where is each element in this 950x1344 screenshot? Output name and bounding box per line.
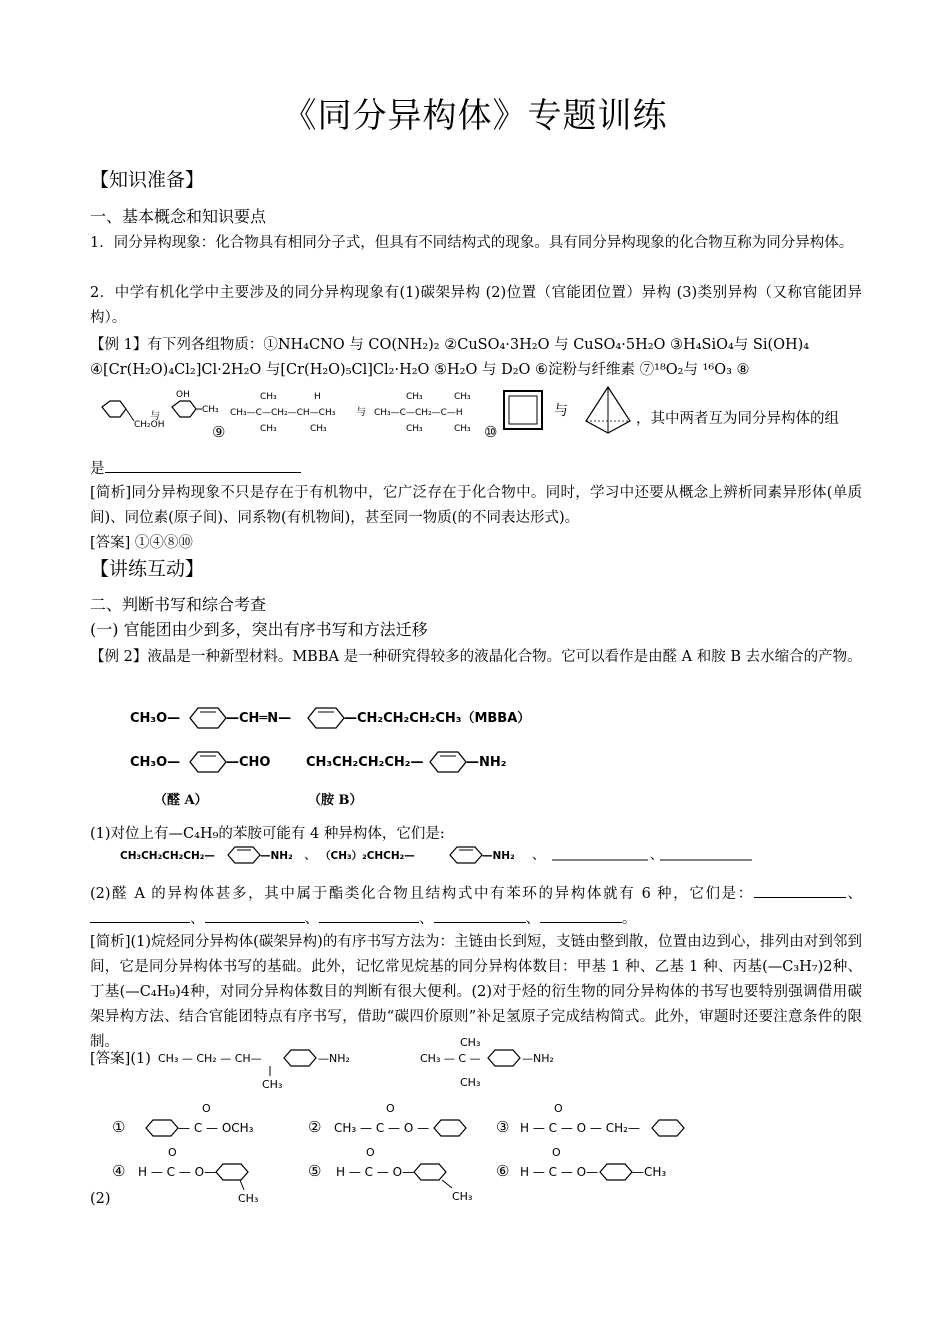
svg-text:H: H [314, 392, 321, 402]
section-heading-knowledge: 【知识准备】 [90, 169, 205, 191]
svg-text:OH: OH [176, 390, 190, 400]
paragraph-definition: 1．同分异构现象：化合物具有相同分子式，但具有不同结构式的现象。具有同分异构现象的化合物互称为同分异构体。 [90, 235, 854, 251]
svg-text:CH₃: CH₃ [238, 1192, 259, 1205]
circled-10: ⑩ [484, 423, 498, 441]
example1-answer-line [90, 457, 301, 478]
svg-text:— C — OCH₃: — C — OCH₃ [178, 1121, 254, 1135]
svg-text:CH₃: CH₃ [452, 1190, 473, 1203]
svg-text:CH₃O—: CH₃O— [130, 755, 181, 770]
svg-text:H — C — O — CH₂—: H — C — O — CH₂— [520, 1121, 640, 1135]
isobutyl-aniline-right: —NH₂ [482, 850, 515, 862]
subheading-judgement: 二、判断书写和综合考查 [90, 595, 267, 614]
analysis-2: [简析](1)烷烃同分异构体(碳架异构)的有序书写方法为：主链由长到短，支链由整到散，位置由边到心，排列由对到邻到间，它是同分异构体书写的基础。此外，记忆常见烷基的同分异构体数目：甲基 1 种、乙基 1 种、丙基(—C₃H₇)2种、丁基(—C₄H₉)4种，对同分异构体数目的判断有很大便利。(2)对于烃的衍生物的同分异构体的书写也要特别强调借用碳架异构方法、结合官能团特点有序书写，借助“碳四价原则”补足氢原子完成结构简式。此外，审题时还要注意条件的限制。 [90, 934, 862, 1050]
question1-structures [120, 842, 760, 868]
ester-6 [496, 1146, 666, 1180]
svg-text:③: ③ [496, 1118, 510, 1136]
ester-1 [112, 1102, 254, 1136]
svg-text:CH₃ — C —: CH₃ — C — [420, 1052, 481, 1065]
svg-text:CH₃: CH₃ [454, 424, 471, 434]
svg-text:—CH₂CH₂CH₂CH₃（MBBA）: —CH₂CH₂CH₂CH₃（MBBA） [344, 711, 531, 726]
page-title: 《同分异构体》专题训练 [282, 96, 668, 136]
answer-2-part2: (2) [90, 1191, 111, 1207]
svg-text:CH₃: CH₃ [310, 424, 327, 434]
answer1-structures [158, 1036, 558, 1094]
subheading-basic-concepts: 一、基本概念和知识要点 [90, 207, 267, 226]
svg-text:H — C — O—: H — C — O— [520, 1165, 599, 1179]
svg-text:CH₃ — C — O —: CH₃ — C — O — [334, 1121, 430, 1135]
alkane-structure-1 [230, 392, 336, 434]
ester-3 [496, 1102, 684, 1136]
example1-tail: ，其中两者互为同分异构体的组 [636, 411, 839, 427]
label-amine-b: （胺 B） [308, 793, 363, 808]
isobutyl-aniline-left: （CH₃）₂CHCH₂— [320, 850, 415, 862]
svg-text:—NH₂: —NH₂ [522, 1052, 554, 1065]
svg-text:CH₃: CH₃ [460, 1076, 481, 1089]
separator-1: 、 [304, 848, 318, 863]
yu-label: 与 [150, 411, 160, 422]
circled-9: ⑨ [212, 423, 226, 441]
amine-b-structure [306, 752, 506, 772]
separator-2: 、 [532, 848, 546, 863]
ester-5 [308, 1146, 472, 1203]
svg-text:CH₃O—: CH₃O— [130, 711, 181, 726]
svg-text:O: O [554, 1102, 563, 1115]
ester-isomers [112, 1096, 712, 1206]
svg-text:—NH₂: —NH₂ [466, 755, 507, 770]
svg-text:O: O [552, 1146, 561, 1159]
square-structure [504, 391, 542, 429]
svg-text:CH₃CH₂CH₂CH₂—: CH₃CH₂CH₂CH₂— [306, 755, 424, 770]
butyl-aniline-left: CH₃CH₂CH₂CH₂— [120, 850, 215, 862]
svg-text:CH₃ — CH₂ — CH—: CH₃ — CH₂ — CH— [158, 1052, 262, 1065]
svg-text:H — C — O—: H — C — O— [138, 1165, 217, 1179]
ester-4 [112, 1146, 258, 1205]
answer-1: [答案] ①④⑧⑩ [90, 535, 193, 551]
sec-butyl-aniline [158, 1050, 350, 1091]
question-1: (1)对位上有—C₄H₉的苯胺可能有 4 种异构体，它们是: [90, 826, 445, 842]
svg-text:O: O [386, 1102, 395, 1115]
butyl-aniline-right: —NH₂ [260, 850, 293, 862]
svg-text:—NH₂: —NH₂ [318, 1052, 350, 1065]
example1-line2: ④[Cr(H₂O)₄Cl₂]Cl·2H₂O 与[Cr(H₂O)₅Cl]Cl₂·H₂O ⑤H₂O 与 D₂O ⑥淀粉与纤维素 ⑦¹⁸O₂与 ¹⁶O₃ ⑧ [90, 362, 750, 378]
svg-text:⑥: ⑥ [496, 1162, 510, 1180]
svg-text:①: ① [112, 1118, 126, 1136]
tert-butyl-aniline [420, 1036, 554, 1089]
separator-3: 、 [650, 848, 664, 863]
svg-text:⑤: ⑤ [308, 1162, 322, 1180]
svg-text:CH₃: CH₃ [262, 1078, 283, 1091]
section-heading-practice: 【讲练互动】 [90, 558, 205, 580]
aldehyde-a-structure [130, 752, 270, 772]
svg-text:②: ② [308, 1118, 322, 1136]
svg-text:O: O [168, 1146, 177, 1159]
yu-label-3: 与 [554, 403, 568, 419]
svg-text:CH₃—C—CH₂—CH—CH₃: CH₃—C—CH₂—CH—CH₃ [230, 408, 336, 418]
svg-text:CH₃: CH₃ [406, 424, 423, 434]
tetrahedron-structure [586, 387, 630, 433]
svg-text:CH₃—C—CH₂—C—H: CH₃—C—CH₂—C—H [374, 408, 463, 418]
methylphenol-structure [172, 390, 219, 417]
example1-line1: 【例 1】有下列各组物质：①NH₄CNO 与 CO(NH₂)₂ ②CuSO₄·3H₂O 与 CuSO₄·5H₂O ③H₄SiO₄与 Si(OH)₄ [90, 337, 810, 353]
svg-text:O: O [366, 1146, 375, 1159]
mbba-structure [130, 708, 530, 728]
example1-is: 是 [90, 461, 105, 477]
svg-text:H — C — O—: H — C — O— [336, 1165, 415, 1179]
question-2-text: (2)醛 A 的异构体甚多，其中属于酯类化合物且结构式中有苯环的异构体就有 6 种，它们是： [90, 886, 754, 902]
answer-blank [105, 458, 301, 473]
ester-2 [308, 1102, 466, 1136]
paragraph-isomer-types: 2．中学有机化学中主要涉及的同分异构现象有(1)碳架异构 (2)位置（官能团位置）异构 (3)类别异构（又称官能团异构）。 [90, 285, 862, 326]
svg-text:CH₃: CH₃ [454, 392, 471, 402]
question-2: (2)醛 A 的异构体甚多，其中属于酯类化合物且结构式中有苯环的异构体就有 6 种，它们是： 、、 、 、 、 。 [90, 882, 862, 932]
yu-label-2: 与 [356, 407, 366, 418]
svg-text:CH₃: CH₃ [260, 424, 277, 434]
label-aldehyde-a: （醛 A） [154, 793, 208, 808]
svg-text:CH₃: CH₃ [202, 405, 219, 415]
svg-text:—CHO: —CHO [226, 755, 271, 770]
svg-text:CH₂OH: CH₂OH [134, 420, 165, 430]
example2-text: 【例 2】液晶是一种新型材料。MBBA 是一种研究得较多的液晶化合物。它可以看作是由醛 A 和胺 B 去水缩合的产物。 [90, 649, 862, 665]
alkane-structure-2 [374, 392, 471, 434]
svg-text:CH₃: CH₃ [260, 392, 277, 402]
mbba-structures [130, 700, 550, 812]
svg-text:—CH═N—: —CH═N— [226, 711, 292, 726]
svg-text:CH₃: CH₃ [406, 392, 423, 402]
example1-structures [88, 385, 868, 445]
svg-text:CH₃: CH₃ [460, 1036, 481, 1049]
answer-2-label: [答案](1) [90, 1051, 151, 1067]
subheading-functional-groups: (一) 官能团由少到多，突出有序书写和方法迁移 [90, 620, 428, 639]
svg-text:—CH₃: —CH₃ [632, 1165, 667, 1179]
svg-text:O: O [202, 1102, 211, 1115]
analysis-1: [简析]同分异构现象不只是存在于有机物中，它广泛存在于化合物中。同时，学习中还要从概念上辨析同素异形体(单质间)、同位素(原子间)、同系物(有机物间)，甚至同一物质(的不同表达形式)。 [90, 485, 862, 526]
svg-text:④: ④ [112, 1162, 126, 1180]
